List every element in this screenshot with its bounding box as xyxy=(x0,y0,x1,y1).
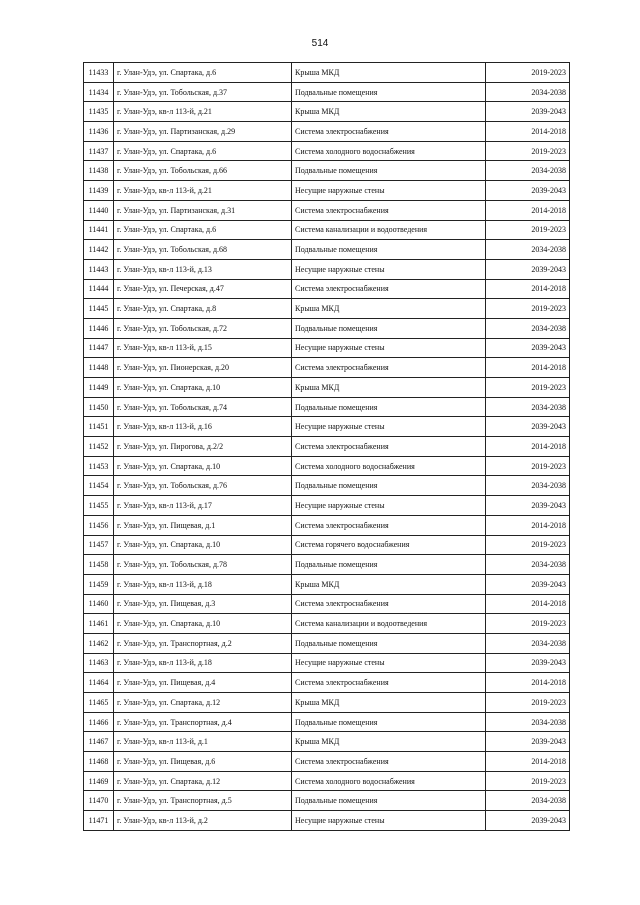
row-number-cell: 11433 xyxy=(84,63,114,83)
row-number-cell: 11444 xyxy=(84,279,114,299)
row-number-cell: 11438 xyxy=(84,161,114,181)
address-cell: г. Улан-Удэ, ул. Спартака, д.6 xyxy=(114,63,292,83)
row-number-cell: 11437 xyxy=(84,141,114,161)
period-cell: 2034-2038 xyxy=(486,161,570,181)
element-cell: Подвальные помещения xyxy=(292,791,486,811)
element-cell: Система электроснабжения xyxy=(292,673,486,693)
period-cell: 2014-2018 xyxy=(486,515,570,535)
table-row xyxy=(84,476,570,496)
element-cell: Подвальные помещения xyxy=(292,240,486,260)
element-cell: Система холодного водоснабжения xyxy=(292,141,486,161)
row-number-cell: 11466 xyxy=(84,712,114,732)
address-cell: г. Улан-Удэ, ул. Спартака, д.12 xyxy=(114,693,292,713)
element-cell: Крыша МКД xyxy=(292,378,486,398)
row-number-cell: 11439 xyxy=(84,181,114,201)
element-cell: Система электроснабжения xyxy=(292,594,486,614)
row-number-cell: 11459 xyxy=(84,574,114,594)
table-row xyxy=(84,693,570,713)
table-row xyxy=(84,141,570,161)
address-cell: г. Улан-Удэ, кв-л 113-й, д.17 xyxy=(114,496,292,516)
element-cell: Система канализации и водоотведения xyxy=(292,220,486,240)
address-cell: г. Улан-Удэ, кв-л 113-й, д.21 xyxy=(114,181,292,201)
period-cell: 2034-2038 xyxy=(486,633,570,653)
element-cell: Система электроснабжения xyxy=(292,279,486,299)
row-number-cell: 11435 xyxy=(84,102,114,122)
row-number-cell: 11455 xyxy=(84,496,114,516)
table-row xyxy=(84,181,570,201)
period-cell: 2019-2023 xyxy=(486,693,570,713)
element-cell: Подвальные помещения xyxy=(292,161,486,181)
element-cell: Несущие наружные стены xyxy=(292,653,486,673)
address-cell: г. Улан-Удэ, кв-л 113-й, д.18 xyxy=(114,574,292,594)
element-cell: Система электроснабжения xyxy=(292,515,486,535)
address-cell: г. Улан-Удэ, кв-л 113-й, д.18 xyxy=(114,653,292,673)
row-number-cell: 11454 xyxy=(84,476,114,496)
row-number-cell: 11464 xyxy=(84,673,114,693)
element-cell: Система канализации и водоотведения xyxy=(292,614,486,634)
table-row xyxy=(84,614,570,634)
row-number-cell: 11465 xyxy=(84,693,114,713)
table-row xyxy=(84,240,570,260)
element-cell: Несущие наружные стены xyxy=(292,259,486,279)
address-cell: г. Улан-Удэ, ул. Пирогова, д.2/2 xyxy=(114,437,292,457)
element-cell: Система холодного водоснабжения xyxy=(292,456,486,476)
period-cell: 2039-2043 xyxy=(486,574,570,594)
table-row xyxy=(84,732,570,752)
row-number-cell: 11443 xyxy=(84,259,114,279)
table-row xyxy=(84,102,570,122)
address-cell: г. Улан-Удэ, ул. Спартака, д.6 xyxy=(114,220,292,240)
table-row xyxy=(84,456,570,476)
address-cell: г. Улан-Удэ, ул. Спартака, д.10 xyxy=(114,535,292,555)
element-cell: Несущие наружные стены xyxy=(292,181,486,201)
table-row xyxy=(84,299,570,319)
row-number-cell: 11470 xyxy=(84,791,114,811)
row-number-cell: 11461 xyxy=(84,614,114,634)
row-number-cell: 11447 xyxy=(84,338,114,358)
address-cell: г. Улан-Удэ, ул. Партизанская, д.29 xyxy=(114,122,292,142)
table-row xyxy=(84,200,570,220)
table-row xyxy=(84,752,570,772)
row-number-cell: 11452 xyxy=(84,437,114,457)
address-cell: г. Улан-Удэ, ул. Тобольская, д.78 xyxy=(114,555,292,575)
period-cell: 2034-2038 xyxy=(486,712,570,732)
table-row xyxy=(84,811,570,831)
element-cell: Подвальные помещения xyxy=(292,476,486,496)
row-number-cell: 11456 xyxy=(84,515,114,535)
table-row xyxy=(84,417,570,437)
row-number-cell: 11460 xyxy=(84,594,114,614)
element-cell: Система горячего водоснабжения xyxy=(292,535,486,555)
address-cell: г. Улан-Удэ, ул. Пищевая, д.6 xyxy=(114,752,292,772)
element-cell: Крыша МКД xyxy=(292,63,486,83)
period-cell: 2039-2043 xyxy=(486,259,570,279)
table-row xyxy=(84,633,570,653)
period-cell: 2019-2023 xyxy=(486,141,570,161)
address-cell: г. Улан-Удэ, ул. Транспортная, д.4 xyxy=(114,712,292,732)
address-cell: г. Улан-Удэ, ул. Пищевая, д.4 xyxy=(114,673,292,693)
element-cell: Крыша МКД xyxy=(292,732,486,752)
row-number-cell: 11468 xyxy=(84,752,114,772)
address-cell: г. Улан-Удэ, ул. Спартака, д.10 xyxy=(114,614,292,634)
period-cell: 2014-2018 xyxy=(486,122,570,142)
row-number-cell: 11462 xyxy=(84,633,114,653)
address-cell: г. Улан-Удэ, ул. Спартака, д.8 xyxy=(114,299,292,319)
element-cell: Подвальные помещения xyxy=(292,555,486,575)
period-cell: 2014-2018 xyxy=(486,358,570,378)
period-cell: 2034-2038 xyxy=(486,82,570,102)
element-cell: Система электроснабжения xyxy=(292,752,486,772)
row-number-cell: 11467 xyxy=(84,732,114,752)
period-cell: 2039-2043 xyxy=(486,496,570,516)
row-number-cell: 11448 xyxy=(84,358,114,378)
element-cell: Крыша МКД xyxy=(292,299,486,319)
row-number-cell: 11469 xyxy=(84,771,114,791)
address-cell: г. Улан-Удэ, ул. Тобольская, д.76 xyxy=(114,476,292,496)
table-row xyxy=(84,338,570,358)
table-row xyxy=(84,653,570,673)
row-number-cell: 11436 xyxy=(84,122,114,142)
row-number-cell: 11446 xyxy=(84,318,114,338)
period-cell: 2014-2018 xyxy=(486,279,570,299)
period-cell: 2019-2023 xyxy=(486,456,570,476)
address-cell: г. Улан-Удэ, ул. Тобольская, д.37 xyxy=(114,82,292,102)
table-row xyxy=(84,397,570,417)
period-cell: 2039-2043 xyxy=(486,732,570,752)
table-row xyxy=(84,574,570,594)
row-number-cell: 11440 xyxy=(84,200,114,220)
row-number-cell: 11471 xyxy=(84,811,114,831)
element-cell: Крыша МКД xyxy=(292,102,486,122)
table-row xyxy=(84,378,570,398)
period-cell: 2019-2023 xyxy=(486,63,570,83)
address-cell: г. Улан-Удэ, ул. Спартака, д.10 xyxy=(114,378,292,398)
period-cell: 2034-2038 xyxy=(486,555,570,575)
table-row xyxy=(84,82,570,102)
address-cell: г. Улан-Удэ, ул. Тобольская, д.74 xyxy=(114,397,292,417)
element-cell: Несущие наружные стены xyxy=(292,811,486,831)
table-row xyxy=(84,771,570,791)
address-cell: г. Улан-Удэ, ул. Тобольская, д.68 xyxy=(114,240,292,260)
element-cell: Подвальные помещения xyxy=(292,82,486,102)
element-cell: Подвальные помещения xyxy=(292,397,486,417)
table-row xyxy=(84,279,570,299)
period-cell: 2039-2043 xyxy=(486,811,570,831)
row-number-cell: 11445 xyxy=(84,299,114,319)
element-cell: Несущие наружные стены xyxy=(292,338,486,358)
element-cell: Несущие наружные стены xyxy=(292,496,486,516)
period-cell: 2039-2043 xyxy=(486,338,570,358)
period-cell: 2019-2023 xyxy=(486,220,570,240)
table-row xyxy=(84,555,570,575)
period-cell: 2039-2043 xyxy=(486,653,570,673)
table-row xyxy=(84,122,570,142)
table-row xyxy=(84,673,570,693)
row-number-cell: 11441 xyxy=(84,220,114,240)
table-body xyxy=(84,63,570,831)
table-row xyxy=(84,318,570,338)
row-number-cell: 11457 xyxy=(84,535,114,555)
element-cell: Крыша МКД xyxy=(292,574,486,594)
table-row xyxy=(84,496,570,516)
period-cell: 2034-2038 xyxy=(486,397,570,417)
element-cell: Система электроснабжения xyxy=(292,122,486,142)
element-cell: Подвальные помещения xyxy=(292,633,486,653)
address-cell: г. Улан-Удэ, кв-л 113-й, д.1 xyxy=(114,732,292,752)
element-cell: Несущие наружные стены xyxy=(292,417,486,437)
table-row xyxy=(84,791,570,811)
period-cell: 2034-2038 xyxy=(486,791,570,811)
table-row xyxy=(84,437,570,457)
element-cell: Крыша МКД xyxy=(292,693,486,713)
element-cell: Подвальные помещения xyxy=(292,712,486,732)
element-cell: Подвальные помещения xyxy=(292,318,486,338)
table-row xyxy=(84,259,570,279)
period-cell: 2019-2023 xyxy=(486,771,570,791)
table-row xyxy=(84,515,570,535)
page-number: 514 xyxy=(311,38,329,49)
address-cell: г. Улан-Удэ, ул. Транспортная, д.2 xyxy=(114,633,292,653)
element-cell: Система холодного водоснабжения xyxy=(292,771,486,791)
table-row xyxy=(84,712,570,732)
table-row xyxy=(84,358,570,378)
address-cell: г. Улан-Удэ, ул. Пионерская, д.20 xyxy=(114,358,292,378)
address-cell: г. Улан-Удэ, кв-л 113-й, д.21 xyxy=(114,102,292,122)
address-cell: г. Улан-Удэ, ул. Спартака, д.6 xyxy=(114,141,292,161)
period-cell: 2034-2038 xyxy=(486,318,570,338)
period-cell: 2014-2018 xyxy=(486,437,570,457)
period-cell: 2019-2023 xyxy=(486,299,570,319)
table-row xyxy=(84,161,570,181)
repair-schedule-table xyxy=(83,62,570,831)
row-number-cell: 11458 xyxy=(84,555,114,575)
address-cell: г. Улан-Удэ, ул. Пищевая, д.1 xyxy=(114,515,292,535)
table-row xyxy=(84,220,570,240)
period-cell: 2039-2043 xyxy=(486,417,570,437)
row-number-cell: 11450 xyxy=(84,397,114,417)
period-cell: 2019-2023 xyxy=(486,535,570,555)
period-cell: 2039-2043 xyxy=(486,102,570,122)
period-cell: 2014-2018 xyxy=(486,594,570,614)
period-cell: 2039-2043 xyxy=(486,181,570,201)
address-cell: г. Улан-Удэ, ул. Печерская, д.47 xyxy=(114,279,292,299)
address-cell: г. Улан-Удэ, ул. Тобольская, д.72 xyxy=(114,318,292,338)
table-row xyxy=(84,594,570,614)
row-number-cell: 11442 xyxy=(84,240,114,260)
period-cell: 2034-2038 xyxy=(486,240,570,260)
element-cell: Система электроснабжения xyxy=(292,200,486,220)
address-cell: г. Улан-Удэ, ул. Партизанская, д.31 xyxy=(114,200,292,220)
address-cell: г. Улан-Удэ, ул. Спартака, д.12 xyxy=(114,771,292,791)
element-cell: Система электроснабжения xyxy=(292,358,486,378)
row-number-cell: 11434 xyxy=(84,82,114,102)
address-cell: г. Улан-Удэ, кв-л 113-й, д.13 xyxy=(114,259,292,279)
period-cell: 2019-2023 xyxy=(486,614,570,634)
table-row xyxy=(84,63,570,83)
address-cell: г. Улан-Удэ, ул. Транспортная, д.5 xyxy=(114,791,292,811)
row-number-cell: 11451 xyxy=(84,417,114,437)
period-cell: 2014-2018 xyxy=(486,200,570,220)
address-cell: г. Улан-Удэ, кв-л 113-й, д.16 xyxy=(114,417,292,437)
table-row xyxy=(84,535,570,555)
address-cell: г. Улан-Удэ, ул. Спартака, д.10 xyxy=(114,456,292,476)
address-cell: г. Улан-Удэ, ул. Тобольская, д.66 xyxy=(114,161,292,181)
address-cell: г. Улан-Удэ, ул. Пищевая, д.3 xyxy=(114,594,292,614)
row-number-cell: 11453 xyxy=(84,456,114,476)
period-cell: 2014-2018 xyxy=(486,673,570,693)
address-cell: г. Улан-Удэ, кв-л 113-й, д.15 xyxy=(114,338,292,358)
period-cell: 2014-2018 xyxy=(486,752,570,772)
address-cell: г. Улан-Удэ, кв-л 113-й, д.2 xyxy=(114,811,292,831)
element-cell: Система электроснабжения xyxy=(292,437,486,457)
period-cell: 2034-2038 xyxy=(486,476,570,496)
row-number-cell: 11463 xyxy=(84,653,114,673)
period-cell: 2019-2023 xyxy=(486,378,570,398)
row-number-cell: 11449 xyxy=(84,378,114,398)
